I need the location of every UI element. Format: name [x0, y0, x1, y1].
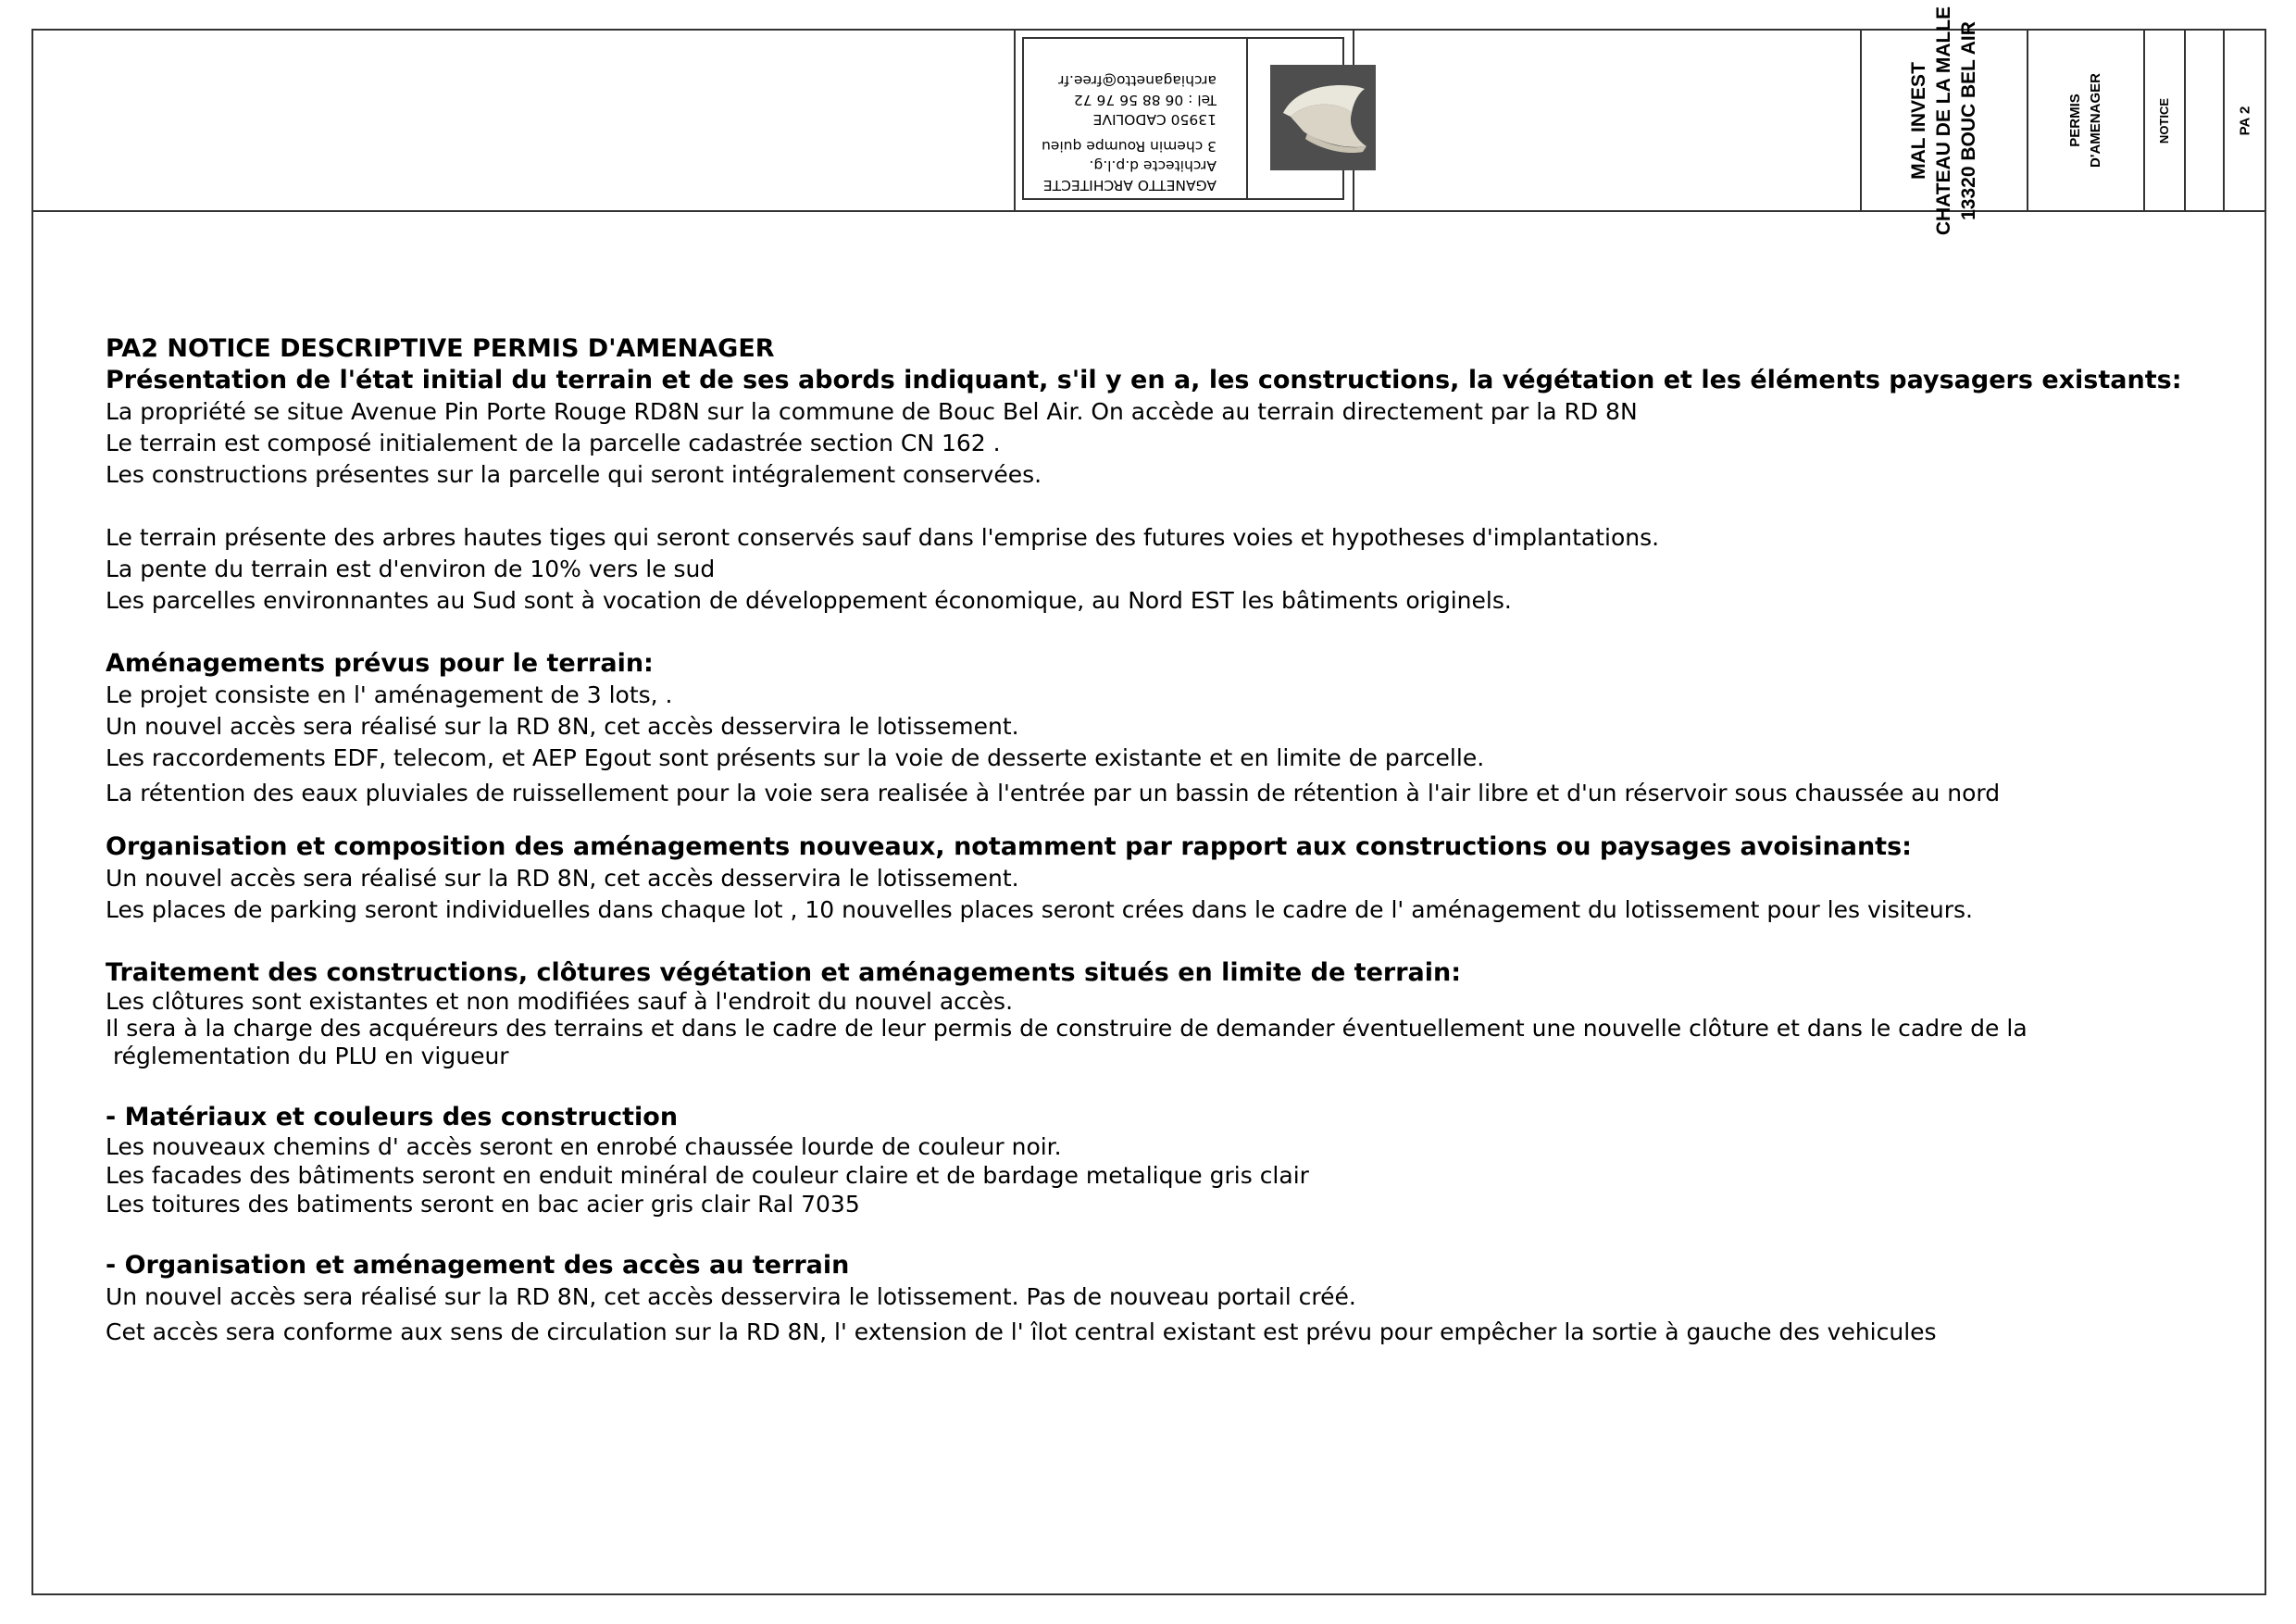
section-heading: Aménagements prévus pour le terrain: — [106, 649, 654, 678]
notice-body — [106, 333, 2235, 1348]
body-line: Les parcelles environnantes au Sud sont à vocation de développement économique, au Nord EST les bâtiments originels. — [106, 587, 1512, 614]
architect-stamp — [1022, 37, 1344, 200]
body-line: La rétention des eaux pluviales de ruissellement pour la voie sera realisée à l'entrée par un bassin de rétention à l'air libre et d'un réservoir sous chaussée au nord — [106, 780, 2001, 806]
doc-type-cell — [2028, 31, 2143, 210]
project-cell — [1862, 6, 2027, 235]
section-heading: Organisation et composition des aménagements nouveaux, notamment par rapport aux constructions ou paysages avoisinants: — [106, 832, 1912, 861]
notice-title: PA2 NOTICE DESCRIPTIVE PERMIS D'AMENAGER — [106, 334, 775, 363]
doc-code: PA 2 — [2237, 106, 2253, 135]
project-site: CHATEAU DE LA MALLE — [1933, 6, 1955, 235]
body-line: Les toitures des batiments seront en bac acier gris clair Ral 7035 — [106, 1191, 860, 1218]
body-line: Cet accès sera conforme aux sens de circulation sur la RD 8N, l' extension de l' îlot central existant est prévu pour empêcher la sortie à gauche des vehicules — [106, 1318, 1937, 1345]
architect-logo-icon — [1270, 65, 1376, 170]
project-city: 13320 BOUC BEL AIR — [1958, 20, 1980, 220]
doc-type-line2: D'AMENAGER — [2088, 73, 2103, 168]
body-line: Le terrain est composé initialement de la parcelle cadastrée section CN 162 . — [106, 430, 1001, 456]
body-line: Le terrain présente des arbres hautes tiges qui seront conservés sauf dans l'emprise des futures voies et hypotheses d'implantations. — [106, 524, 1660, 551]
title-block-line — [1014, 29, 1016, 212]
architect-phone: Tel : 06 88 56 76 72 — [1073, 92, 1217, 108]
body-line: Les raccordements EDF, telecom, et AEP Egout sont présents sur la voie de desserte existante et en limite de parcelle. — [106, 744, 1485, 771]
body-line: Il sera à la charge des acquéreurs des terrains et dans le cadre de leur permis de construire de demander éventuellement une nouvelle clôture et dans le cadre de la — [106, 1015, 2028, 1042]
body-line: Un nouvel accès sera réalisé sur la RD 8N, cet accès desservira le lotissement. Pas de nouveau portail créé. — [106, 1283, 1356, 1310]
body-line: Le projet consiste en l' aménagement de 3 lots, . — [106, 681, 673, 708]
architect-city: 13950 CADOLIVE — [1092, 111, 1217, 128]
architect-title: Architecte d.p.l.g. — [1089, 157, 1217, 174]
section-heading: - Matériaux et couleurs des construction — [106, 1103, 679, 1131]
architect-street: 3 chemin Roumpe quieu — [1042, 138, 1217, 155]
architect-name: AGANETTO ARCHITECTE — [1042, 177, 1217, 194]
body-line: Un nouvel accès sera réalisé sur la RD 8N, cet accès desservira le lotissement. — [106, 865, 1019, 892]
body-line: La pente du terrain est d'environ de 10% vers le sud — [106, 556, 716, 582]
doc-name-cell — [2145, 31, 2184, 210]
architect-email: archiaganetto@free.fr — [1058, 72, 1217, 89]
body-line: Les constructions présentes sur la parcelle qui seront intégralement conservées. — [106, 461, 1042, 488]
body-line: Les nouveaux chemins d' accès seront en enrobé chaussée lourde de couleur noir. — [106, 1133, 1062, 1160]
doc-name: NOTICE — [2157, 97, 2172, 144]
body-line: Les places de parking seront individuelles dans chaque lot , 10 nouvelles places seront crées dans le cadre de l' aménagement du lotissement pour les visiteurs. — [106, 896, 1973, 923]
architect-info — [1031, 46, 1217, 194]
body-line: La propriété se situe Avenue Pin Porte Rouge RD8N sur la commune de Bouc Bel Air. On accède au terrain directement par la RD 8N — [106, 398, 1638, 425]
body-line: Les clôtures sont existantes et non modifiées sauf à l'endroit du nouvel accès. — [106, 988, 1014, 1015]
body-line: Les facades des bâtiments seront en enduit minéral de couleur claire et de bardage metalique gris clair — [106, 1162, 1309, 1189]
title-block-line — [2184, 29, 2186, 212]
project-client: MAL INVEST — [1908, 61, 1930, 180]
section-heading: Présentation de l'état initial du terrain et de ses abords indiquant, s'il y en a, les constructions, la végétation et les éléments paysagers existants: — [106, 366, 2182, 394]
body-line: réglementation du PLU en vigueur — [106, 1043, 509, 1069]
stamp-divider — [1246, 39, 1248, 198]
doc-type-line1: PERMIS — [2067, 94, 2083, 147]
body-line: Un nouvel accès sera réalisé sur la RD 8N, cet accès desservira le lotissement. — [106, 713, 1019, 740]
doc-code-cell — [2225, 31, 2265, 210]
section-heading: - Organisation et aménagement des accès au terrain — [106, 1251, 850, 1280]
section-heading: Traitement des constructions, clôtures végétation et aménagements situés en limite de terrain: — [106, 958, 1462, 987]
